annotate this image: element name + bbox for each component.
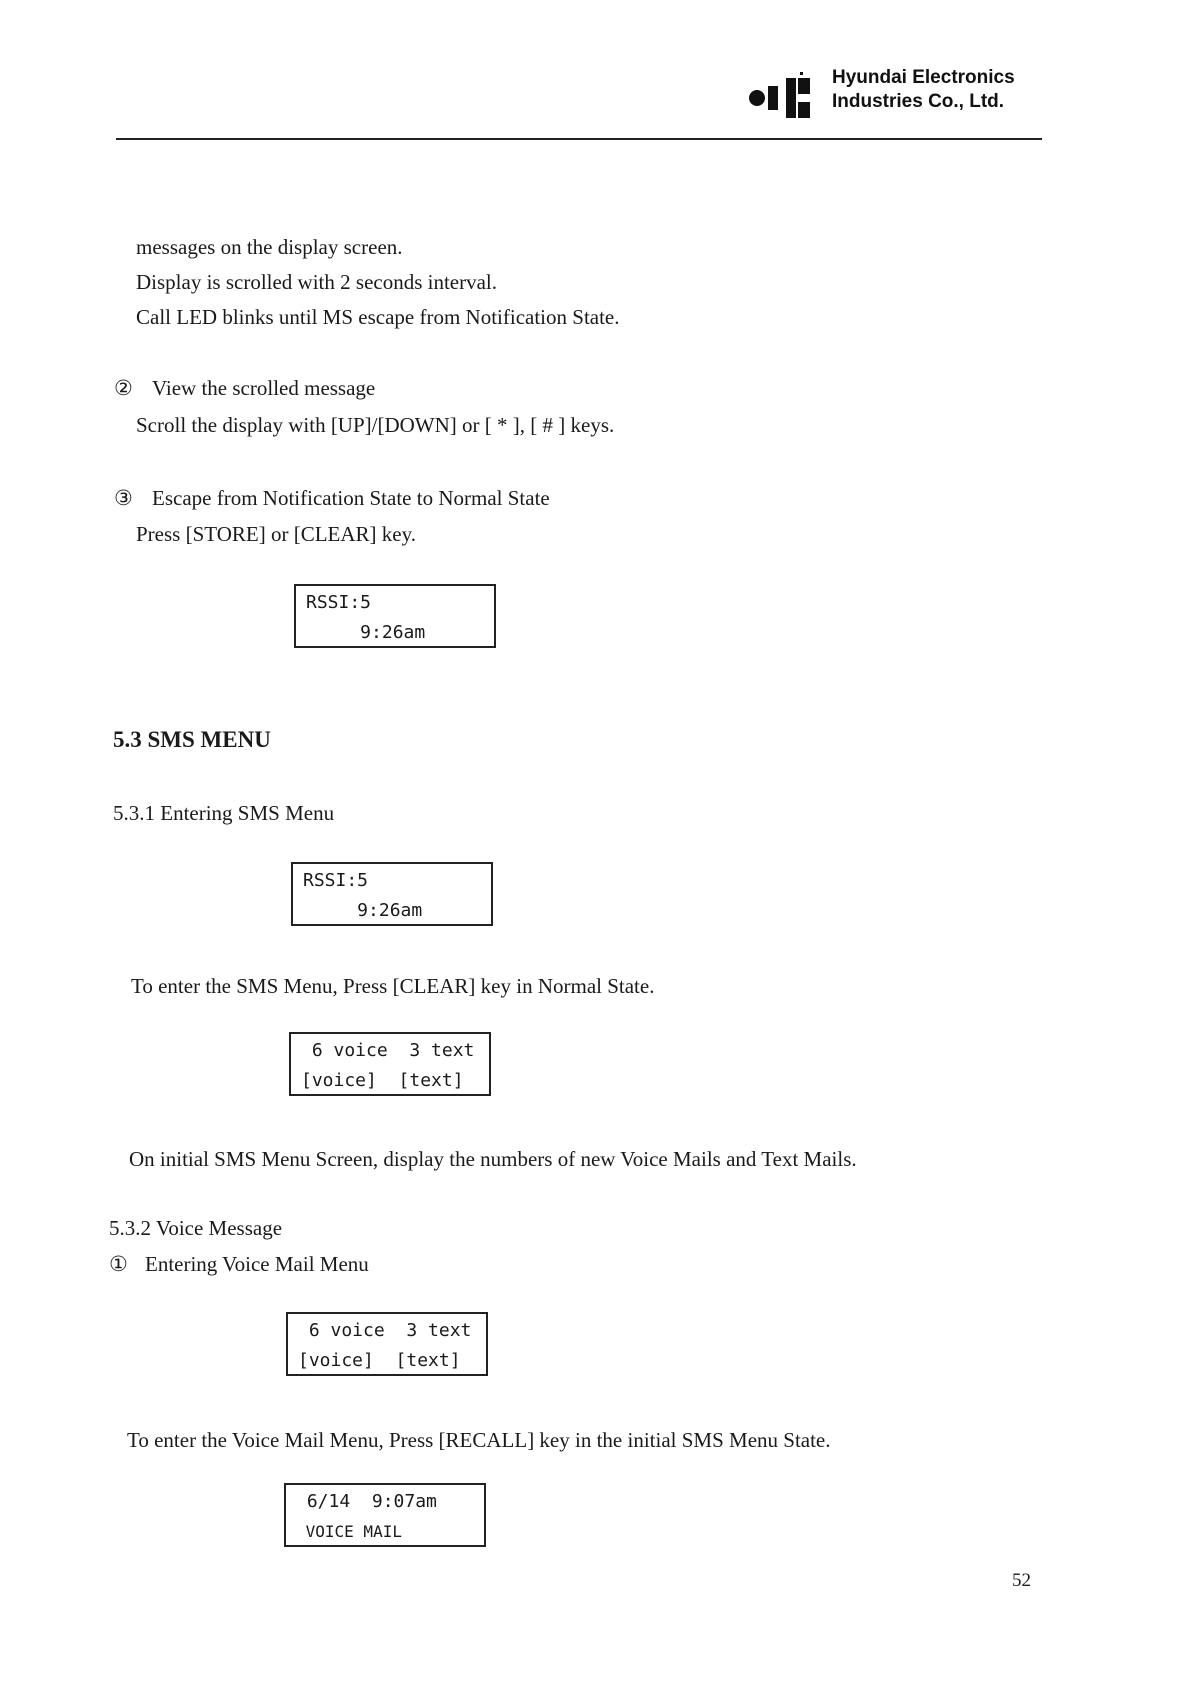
lcd-display-voice-mail (284, 1483, 486, 1547)
step2-title: View the scrolled message (152, 376, 376, 400)
step1-title: Entering Voice Mail Menu (145, 1252, 369, 1276)
step2-marker: ② (114, 376, 133, 400)
step3-text: Press [STORE] or [CLEAR] key. (136, 522, 416, 546)
step3-title: Escape from Notification State to Normal State (152, 486, 550, 510)
lcd-line2: 9:26am (306, 622, 426, 643)
lcd-display-normal-state (294, 584, 496, 648)
paragraph-messages: messages on the display screen. (136, 235, 403, 259)
lcd-line1: RSSI:5 (303, 870, 369, 891)
lcd-line2: [voice] [text] (298, 1350, 461, 1371)
company-logo-icon (748, 72, 816, 124)
lcd-line2: [voice] [text] (301, 1070, 464, 1091)
lcd-display-sms-menu (289, 1032, 491, 1096)
paragraph-scroll-interval: Display is scrolled with 2 seconds interval. (136, 270, 498, 294)
lcd-line2: 9:26am (303, 900, 423, 921)
lcd-line1: 6 voice 3 text (301, 1040, 475, 1061)
company-name (832, 66, 1015, 114)
subsection-5-3-1: 5.3.1 Entering SMS Menu (113, 801, 335, 825)
step3-marker: ③ (114, 486, 133, 510)
company-name-line2: Industries Co., Ltd. (832, 91, 1005, 112)
section-heading: 5.3 SMS MENU (113, 727, 271, 752)
company-name-line1: Hyundai Electronics (832, 67, 1015, 88)
header-rule (116, 138, 1042, 140)
step2-text: Scroll the display with [UP]/[DOWN] or [ * ], [ # ] keys. (136, 413, 615, 437)
page-number: 52 (1012, 1570, 1031, 1591)
enter-sms-text: To enter the SMS Menu, Press [CLEAR] key in Normal State. (131, 974, 655, 998)
subsection-5-3-2: 5.3.2 Voice Message (109, 1216, 283, 1240)
lcd-line2: VOICE MAIL (296, 1522, 402, 1541)
lcd-line1: 6/14 9:07am (296, 1491, 437, 1512)
lcd-display-sms-menu-2 (286, 1312, 488, 1376)
paragraph-call-led: Call LED blinks until MS escape from Notification State. (136, 305, 620, 329)
lcd-line1: 6 voice 3 text (298, 1320, 472, 1341)
initial-sms-text: On initial SMS Menu Screen, display the numbers of new Voice Mails and Text Mails. (129, 1147, 857, 1171)
step1-marker: ① (109, 1252, 128, 1276)
lcd-line1: RSSI:5 (306, 592, 372, 613)
lcd-display-normal-state-2 (291, 862, 493, 926)
enter-voice-text: To enter the Voice Mail Menu, Press [RECALL] key in the initial SMS Menu State. (127, 1428, 831, 1452)
